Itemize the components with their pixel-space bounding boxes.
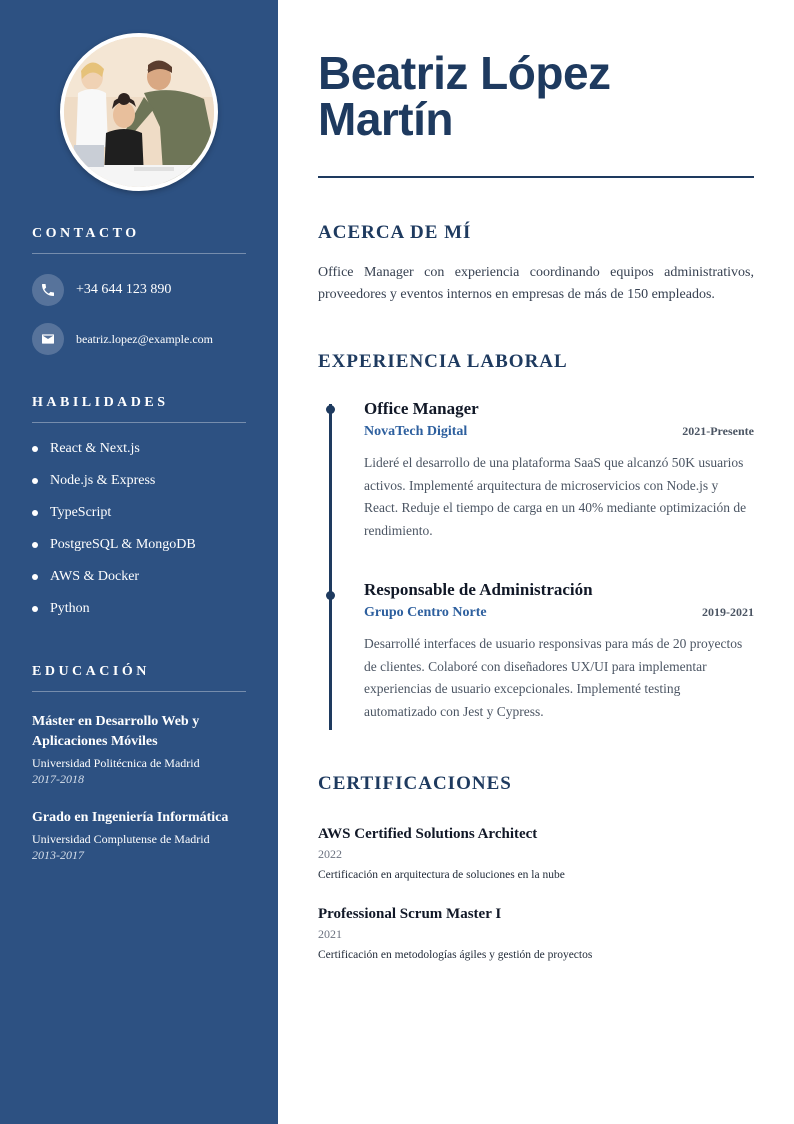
education-section [32, 664, 246, 863]
job-description: Lideré el desarrollo de una plataforma SaaS que alcanzó 50K usuarios activos. Implementé arquitectura de microservicios con Node.js y React. Reduje el tiempo de carga en un 40% mediante optimización de rendimiento. [364, 455, 747, 538]
job-title: Responsable de Administración [364, 580, 593, 599]
education-item [32, 808, 246, 863]
bullet-icon [32, 446, 38, 452]
education-heading: EDUCACIÓN [32, 664, 246, 692]
education-degree: Grado en Ingeniería Informática [32, 810, 229, 825]
education-years: 2017-2018 [32, 772, 84, 786]
profile-photo-frame [60, 33, 218, 191]
bullet-icon [32, 542, 38, 548]
job-years: 2019-2021 [702, 605, 754, 619]
skills-section [32, 395, 246, 625]
experience-item [364, 579, 754, 723]
job-company: NovaTech Digital [364, 424, 468, 439]
phone-row [32, 274, 246, 306]
skill-label: PostgreSQL & MongoDB [50, 537, 196, 552]
certification-item [318, 824, 754, 883]
education-years: 2013-2017 [32, 848, 84, 862]
bullet-icon [32, 606, 38, 612]
experience-item [364, 398, 754, 542]
contact-section [32, 226, 246, 355]
education-school: Universidad Complutense de Madrid [32, 832, 210, 846]
certification-item [318, 904, 754, 963]
job-meta [364, 605, 754, 621]
certification-title: AWS Certified Solutions Architect [318, 826, 538, 842]
skill-item [32, 465, 246, 497]
skill-item [32, 433, 246, 465]
sidebar [0, 0, 278, 1124]
name-second-line: Martín [318, 93, 453, 145]
name-first-line: Beatriz López [318, 47, 611, 99]
skills-heading: HABILIDADES [32, 395, 246, 423]
job-years: 2021-Presente [682, 424, 754, 438]
email-text[interactable]: beatriz.lopez@example.com [76, 331, 213, 346]
phone-icon [32, 274, 64, 306]
phone-text[interactable]: +34 644 123 890 [76, 282, 172, 297]
certification-description: Certificación en metodologías ágiles y gestión de proyectos [318, 949, 593, 961]
skill-item [32, 561, 246, 593]
job-title: Office Manager [364, 399, 479, 418]
title-divider [318, 176, 754, 178]
skill-label: AWS & Docker [50, 569, 140, 584]
skill-item [32, 593, 246, 625]
certification-year: 2021 [318, 927, 342, 941]
about-text: Office Manager con experiencia coordinando equipos administrativos, proveedores y eventos internos en empresas de más de 150 empleados. [318, 265, 754, 302]
skills-list [32, 433, 246, 625]
skill-label: React & Next.js [50, 441, 140, 456]
profile-photo [64, 37, 214, 187]
contact-heading: CONTACTO [32, 226, 246, 254]
timeline-dot [326, 405, 335, 414]
skill-item [32, 529, 246, 561]
education-item [32, 712, 246, 787]
certification-description: Certificación en arquitectura de soluciones en la nube [318, 869, 565, 881]
skill-label: Node.js & Express [50, 473, 156, 488]
bullet-icon [32, 574, 38, 580]
mail-icon [32, 323, 64, 355]
certification-title: Professional Scrum Master I [318, 906, 502, 922]
job-company: Grupo Centro Norte [364, 605, 487, 620]
certifications-heading: CERTIFICACIONES [318, 773, 512, 794]
skill-label: Python [50, 601, 90, 616]
job-meta [364, 424, 754, 440]
experience-heading: EXPERIENCIA LABORAL [318, 351, 568, 372]
email-row [32, 323, 246, 355]
certification-year: 2022 [318, 847, 342, 861]
bullet-icon [32, 510, 38, 516]
about-heading: ACERCA DE MÍ [318, 222, 472, 243]
education-degree: Máster en Desarrollo Web y Aplicaciones Móviles [32, 714, 200, 749]
education-school: Universidad Politécnica de Madrid [32, 756, 200, 770]
timeline-dot [326, 591, 335, 600]
page-title [318, 47, 754, 145]
timeline-line [329, 404, 332, 730]
skill-label: TypeScript [50, 505, 112, 520]
bullet-icon [32, 478, 38, 484]
job-description: Desarrollé interfaces de usuario responsivas para más de 20 proyectos de clientes. Colaboré con diseñadores UX/UI para implementar experiencias de usuario excepcionales. Implementé testing automatizado con Jest y Cypress. [364, 636, 743, 719]
skill-item [32, 497, 246, 529]
